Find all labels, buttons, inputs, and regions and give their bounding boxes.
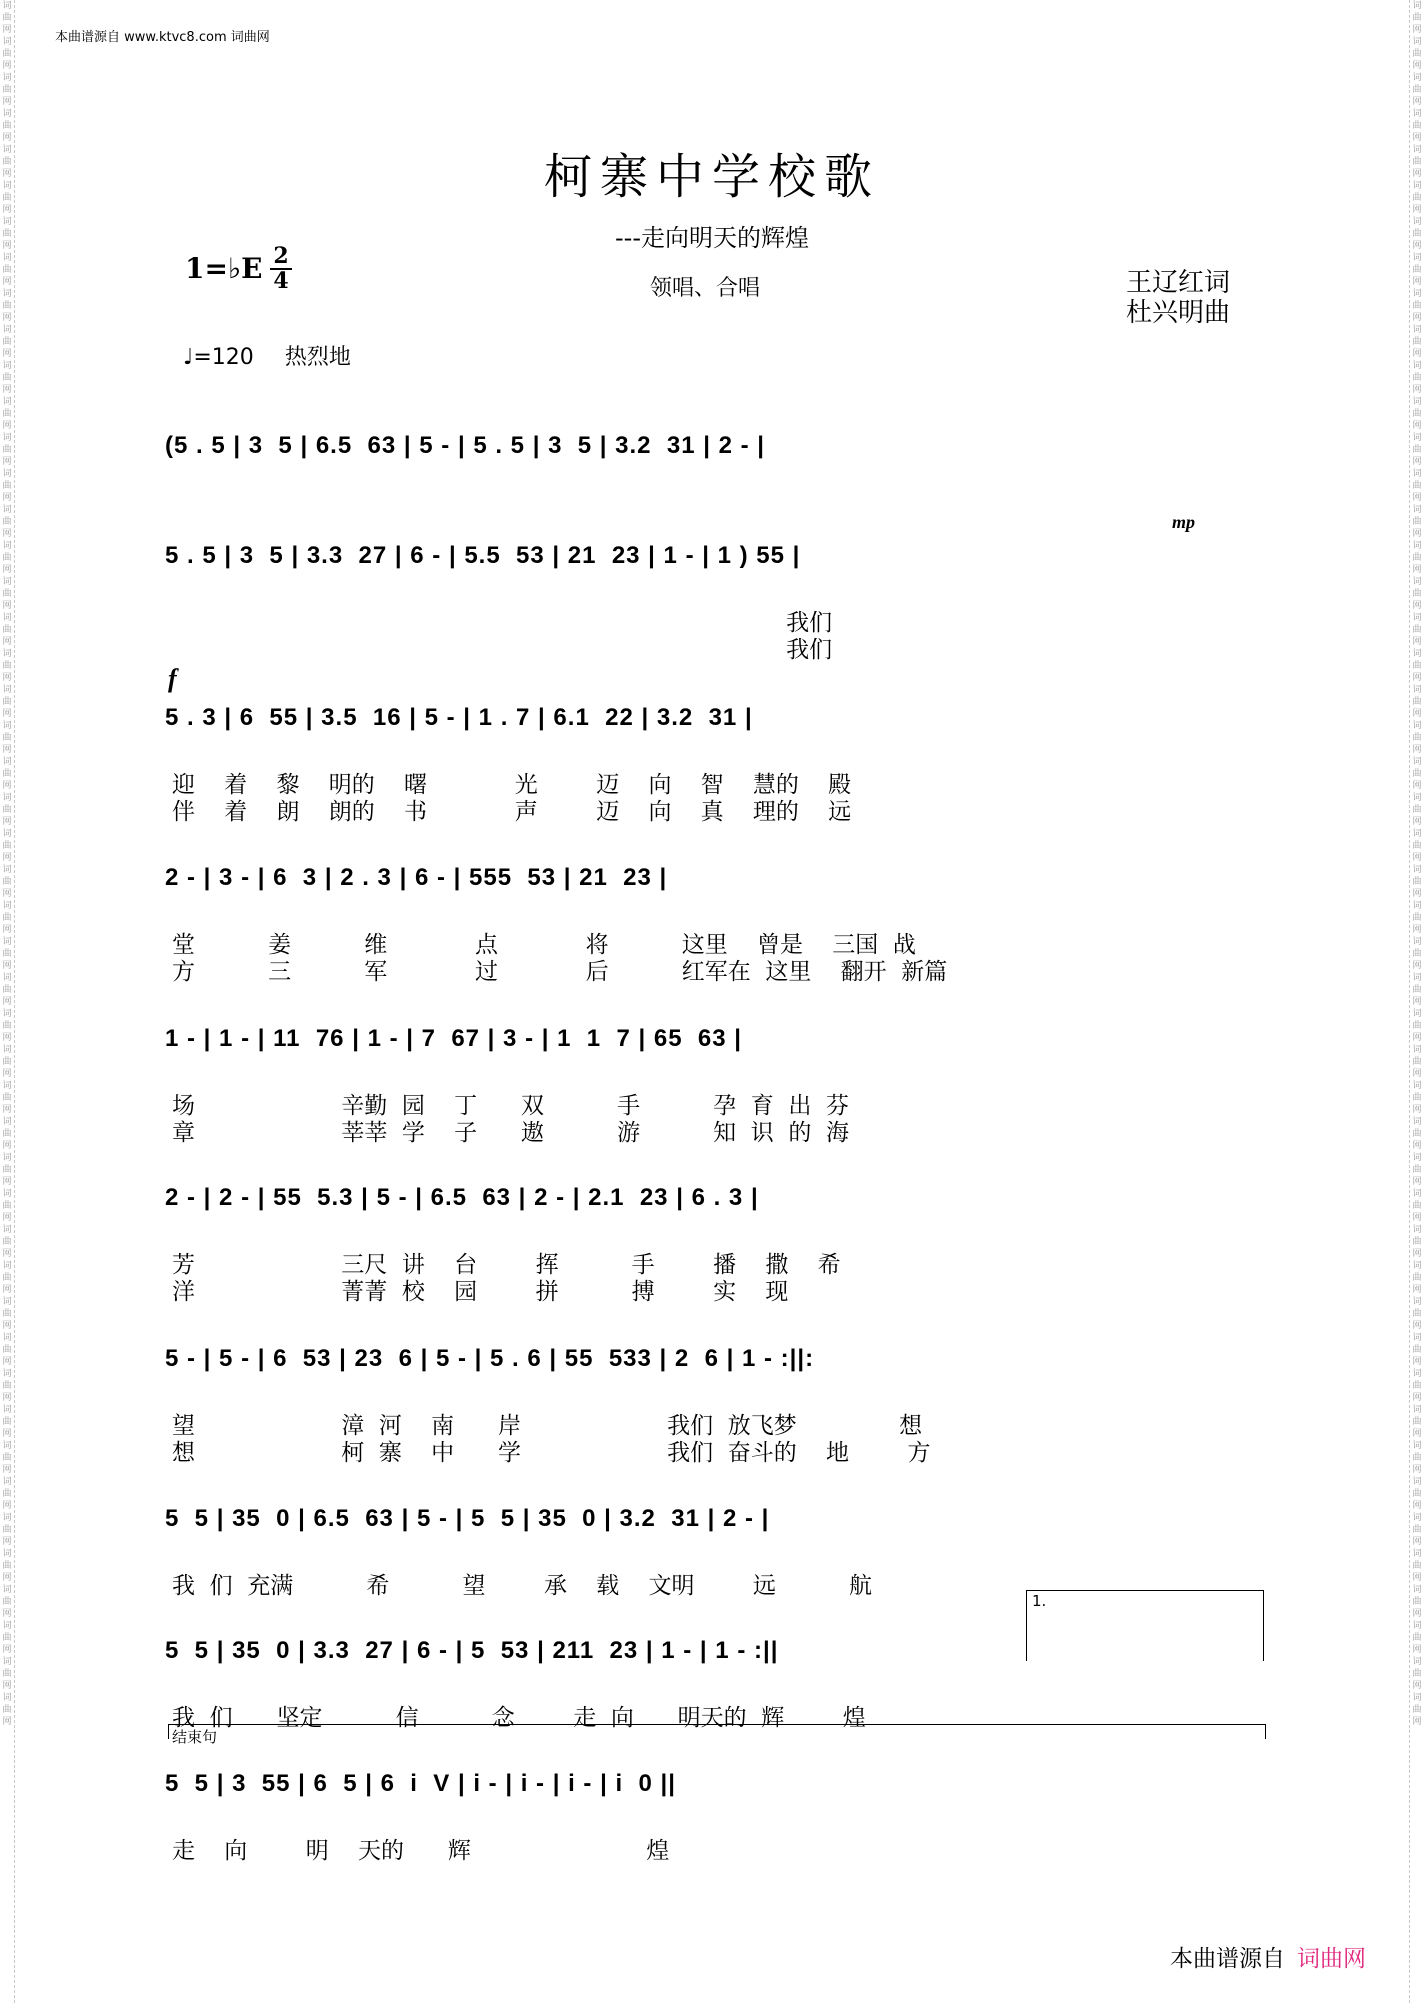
meter-top: 2 [273, 243, 289, 269]
score-line-10: 5 5 | 3 55 | 6 5 | 6 i V | i - | i - | i - | i 0 || [165, 1770, 676, 1797]
score-line-2: 5 . 5 | 3 5 | 3.3 27 | 6 - | 5.5 53 | 21 23 | 1 - | 1 ) 55 | [165, 542, 801, 569]
footer-brand: 词曲网 [1297, 1946, 1366, 1972]
lyric-line-3-verse-2: 伴 着 朗 朗的 书 声 迈 向 真 理的 远 [172, 799, 852, 825]
dynamic-f: f [168, 664, 177, 693]
song-subtitle: ---走向明天的辉煌 [615, 224, 809, 252]
lyric-line-9-verse-1: 我 们 坚定 信 念 走 向 明天的 辉 煌 [172, 1705, 866, 1731]
tempo-marking [183, 340, 351, 371]
voices-label: 领唱、合唱 [650, 276, 761, 301]
lyricist-credit: 王辽红词 [1126, 268, 1231, 298]
key-signature: 1=♭E [185, 252, 263, 285]
composer-credit: 杜兴明曲 [1126, 298, 1231, 328]
score-line-5: 1 - | 1 - | 11 76 | 1 - | 7 67 | 3 - | 1 1 7 | 65 63 | [165, 1025, 742, 1052]
song-title: 柯寨中学校歌 [543, 149, 880, 205]
side-watermark-left: 词曲网词曲网词曲网词曲网词曲网词曲网词曲网词曲网词曲网词曲网词曲网词曲网词曲网词曲网词曲网词曲网词曲网词曲网词曲网词曲网词曲网词曲网词曲网词曲网词曲网词曲网词曲网词曲网词曲网词曲网词曲网词曲网词曲网词曲网词曲网词曲网词曲网词曲网词曲网词曲网词曲网词曲网词曲网词曲网词曲网词曲网词曲网词曲网 [0, 0, 15, 2003]
footer-prefix: 本曲谱源自 [1170, 1946, 1285, 1972]
lyric-line-3-verse-1: 迎 着 黎 明的 曙 光 迈 向 智 慧的 殿 [172, 772, 852, 798]
lyric-line-6-verse-1: 芳 三尺 讲 台 挥 手 播 撒 希 [172, 1252, 841, 1278]
time-signature [270, 243, 292, 294]
dynamic-mp: mp [1172, 512, 1196, 532]
tempo-value: ♩=120 [183, 345, 254, 370]
lyric-line-7-verse-2: 想 柯 寨 中 学 我们 奋斗的 地 方 [172, 1440, 931, 1466]
expression-marking: 热烈地 [284, 345, 351, 370]
score-line-1: (5 . 5 | 3 5 | 6.5 63 | 5 - | 5 . 5 | 3 5 | 3.2 31 | 2 - | [165, 432, 765, 459]
lyric-line-4-verse-2: 方 三 军 过 后 红军在 这里 翻开 新篇 [172, 959, 948, 985]
lyric-line-6-verse-2: 洋 菁菁 校 园 拼 搏 实 现 [172, 1279, 789, 1305]
score-line-9: 5 5 | 35 0 | 3.3 27 | 6 - | 5 53 | 211 23 | 1 - | 1 - :|| [165, 1637, 779, 1664]
first-ending-label: 1. [1032, 1592, 1047, 1610]
lyric-line-2-verse-1: 我们 [172, 610, 833, 636]
lyric-line-10-verse-1: 走 向 明 天的 辉 煌 [172, 1838, 670, 1864]
coda-label: 结束句 [172, 1728, 218, 1746]
score-line-3: 5 . 3 | 6 55 | 3.5 16 | 5 - | 1 . 7 | 6.1 22 | 3.2 31 | [165, 704, 753, 731]
lyric-line-5-verse-2: 章 莘莘 学 子 遨 游 知 识 的 海 [172, 1120, 850, 1146]
score-line-8: 5 5 | 35 0 | 6.5 63 | 5 - | 5 5 | 35 0 | 3.2 31 | 2 - | [165, 1505, 770, 1532]
source-note: 本曲谱源自 www.ktvc8.com 词曲网 [55, 30, 270, 45]
lyric-line-8-verse-1: 我 们 充满 希 望 承 载 文明 远 航 [172, 1573, 873, 1599]
score-line-4: 2 - | 3 - | 6 3 | 2 . 3 | 6 - | 555 53 | 21 23 | [165, 864, 668, 891]
lyric-line-2-verse-2: 我们 [172, 637, 833, 663]
side-watermark-right: 词曲网词曲网词曲网词曲网词曲网词曲网词曲网词曲网词曲网词曲网词曲网词曲网词曲网词曲网词曲网词曲网词曲网词曲网词曲网词曲网词曲网词曲网词曲网词曲网词曲网词曲网词曲网词曲网词曲网词曲网词曲网词曲网词曲网词曲网词曲网词曲网词曲网词曲网词曲网词曲网词曲网词曲网词曲网词曲网词曲网词曲网词曲网词曲网 [1409, 0, 1424, 2003]
score-line-7: 5 - | 5 - | 6 53 | 23 6 | 5 - | 5 . 6 | 55 533 | 2 6 | 1 - :||: [165, 1345, 815, 1372]
footer-source [1170, 1940, 1366, 1973]
lyric-line-7-verse-1: 望 漳 河 南 岸 我们 放飞梦 想 [172, 1413, 923, 1439]
score-line-6: 2 - | 2 - | 55 5.3 | 5 - | 6.5 63 | 2 - | 2.1 23 | 6 . 3 | [165, 1184, 759, 1211]
meter-bottom: 4 [273, 268, 289, 294]
lyric-line-4-verse-1: 堂 姜 维 点 将 这里 曾是 三国 战 [172, 932, 916, 958]
lyric-line-5-verse-1: 场 辛勤 园 丁 双 手 孕 育 出 芬 [172, 1093, 850, 1119]
